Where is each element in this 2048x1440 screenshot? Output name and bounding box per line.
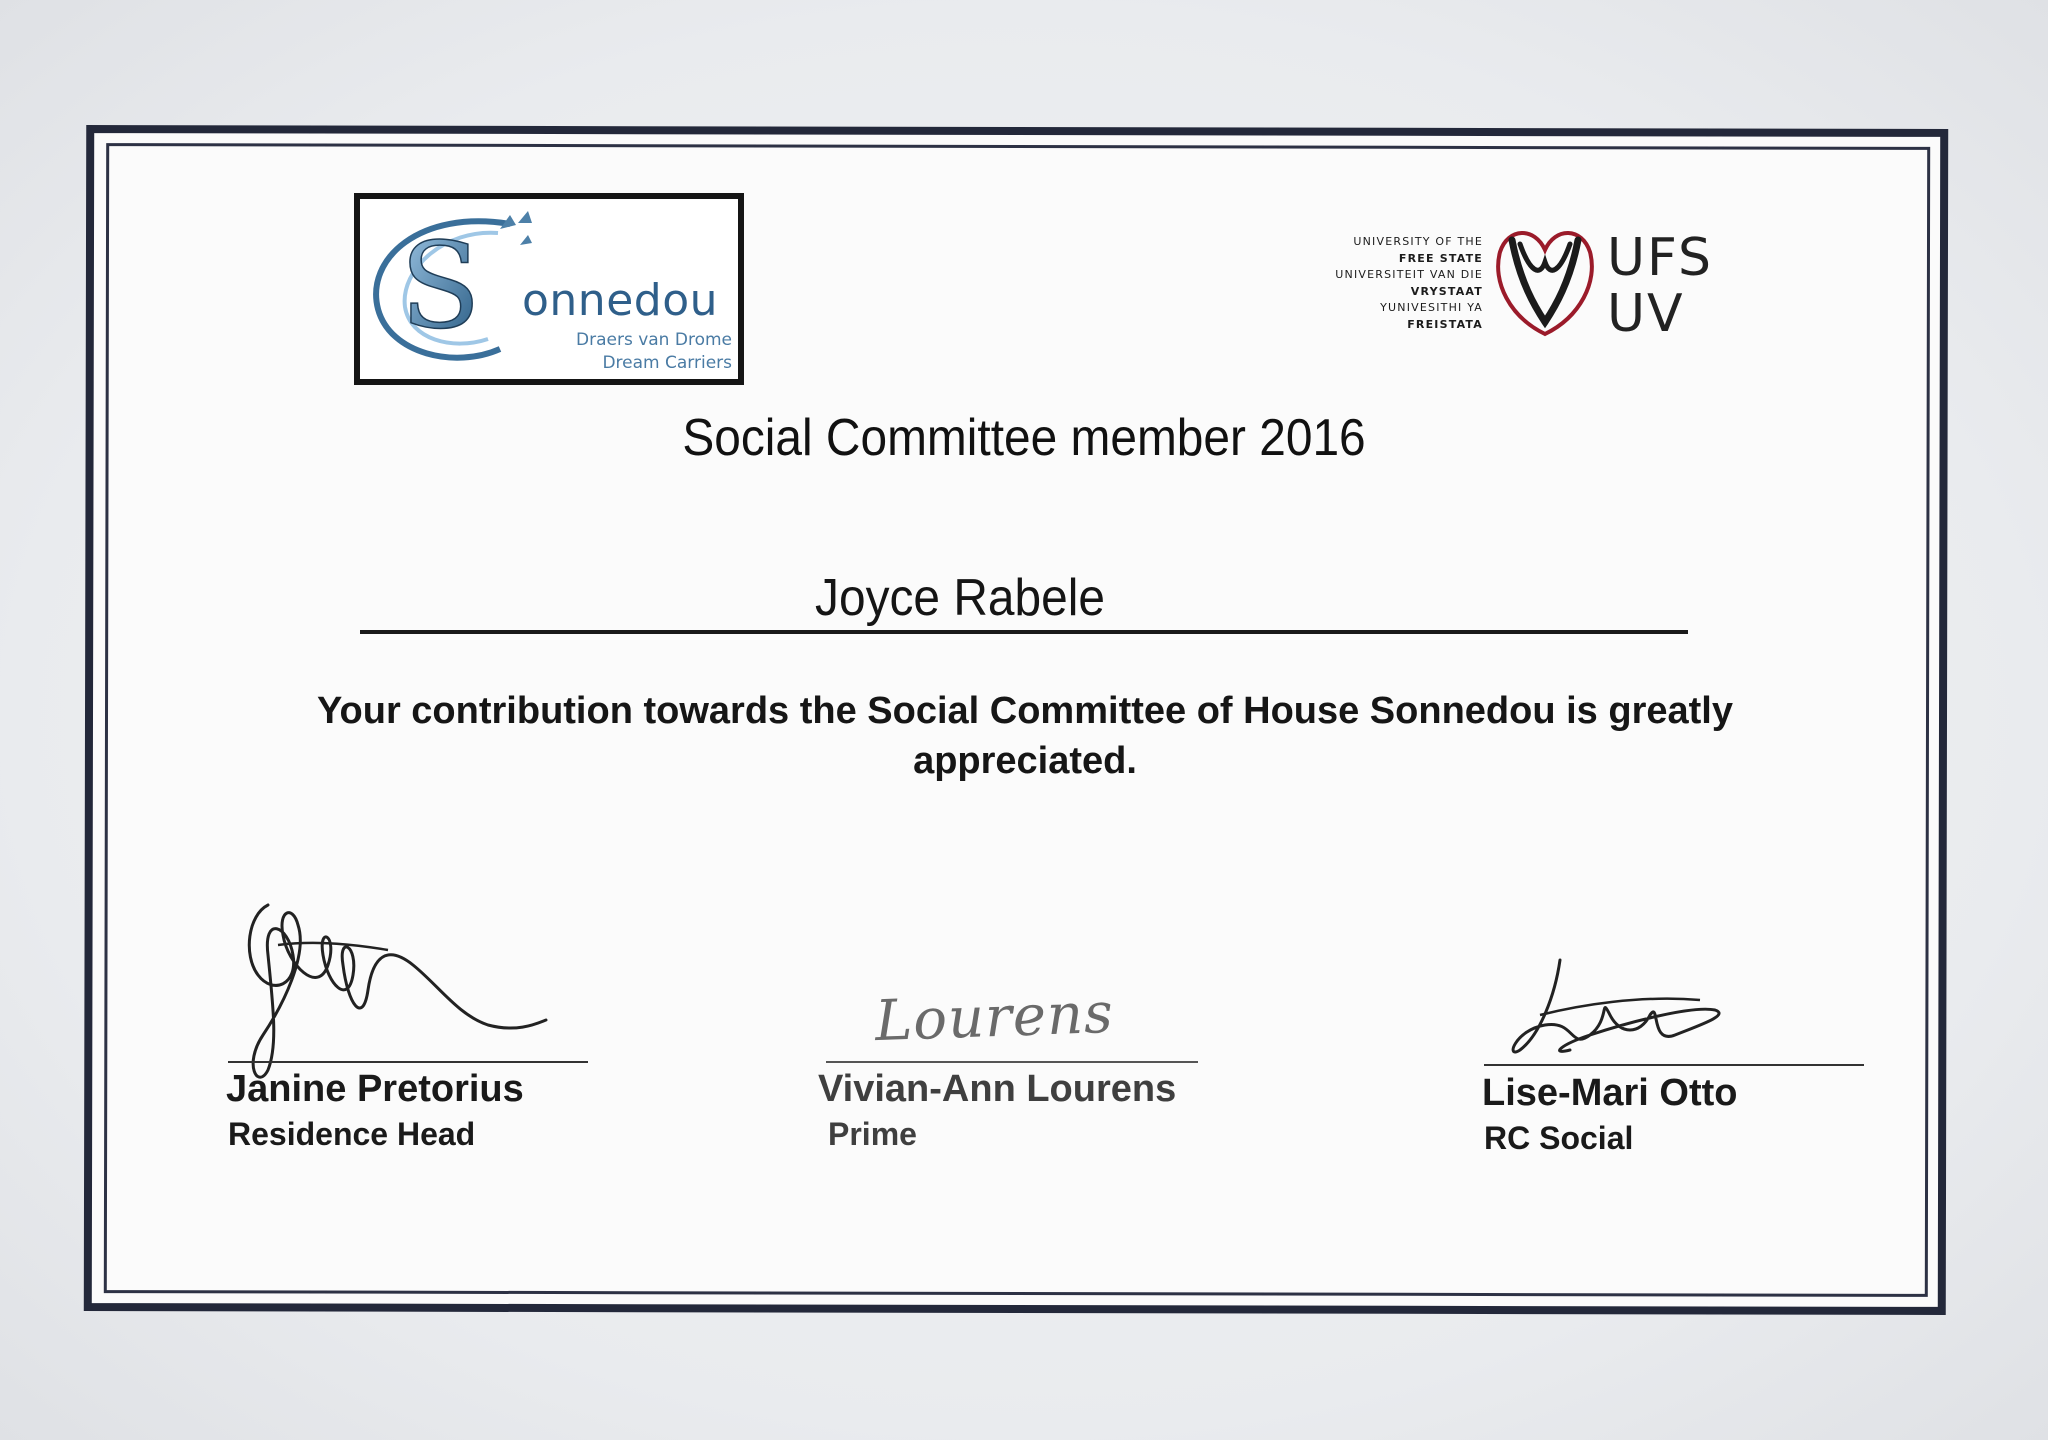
recipient-name: Joyce Rabele [815,569,1105,627]
signature-line-1 [228,1061,588,1063]
sonnedou-tagline-en: Dream Carriers [602,353,732,373]
ufs-line: VRYSTAAT [1410,284,1483,298]
signature-janine-pretorius [238,895,558,1095]
ufs-abbreviation [1607,230,1713,342]
ufs-logo [1305,222,1735,352]
signatory-role-3: RC Social [1484,1120,1634,1156]
ufs-line: FREE STATE [1398,251,1483,265]
signatory-name-3: Lise-Mari Otto [1482,1072,1738,1114]
appreciation-message: Your contribution towards the Social Committee of House Sonnedou is greatly appreciated. [317,690,1733,782]
sonnedou-logo [354,193,744,385]
recipient-underline [360,630,1688,634]
signature-vivian-ann-lourens: Lourens [873,980,1115,1055]
sonnedou-wordmark: onnedou [522,275,718,326]
signatory-name-1: Janine Pretorius [226,1068,524,1110]
ufs-heart-icon [1490,222,1600,342]
ufs-university-names [1335,234,1483,333]
signature-line-3 [1484,1064,1864,1066]
ufs-line: FREISTATA [1407,317,1483,331]
certificate-title: Social Committee member 2016 [682,409,1366,467]
ufs-abbr-bottom: UV [1607,284,1685,344]
ufs-abbr-top: UFS [1607,228,1714,288]
ufs-line: YUNIVESITHI YA [1380,301,1483,314]
signatory-role-1: Residence Head [228,1116,476,1152]
svg-text:S: S [400,217,481,355]
signatory-name-2: Vivian-Ann Lourens [818,1068,1177,1110]
ufs-line: UNIVERSITEIT VAN DIE [1335,268,1483,281]
signature-line-2 [826,1061,1198,1063]
sonnedou-tagline-af: Draers van Drome [576,330,732,350]
signatory-role-2: Prime [828,1116,917,1152]
ufs-line: UNIVERSITY OF THE [1353,235,1483,248]
